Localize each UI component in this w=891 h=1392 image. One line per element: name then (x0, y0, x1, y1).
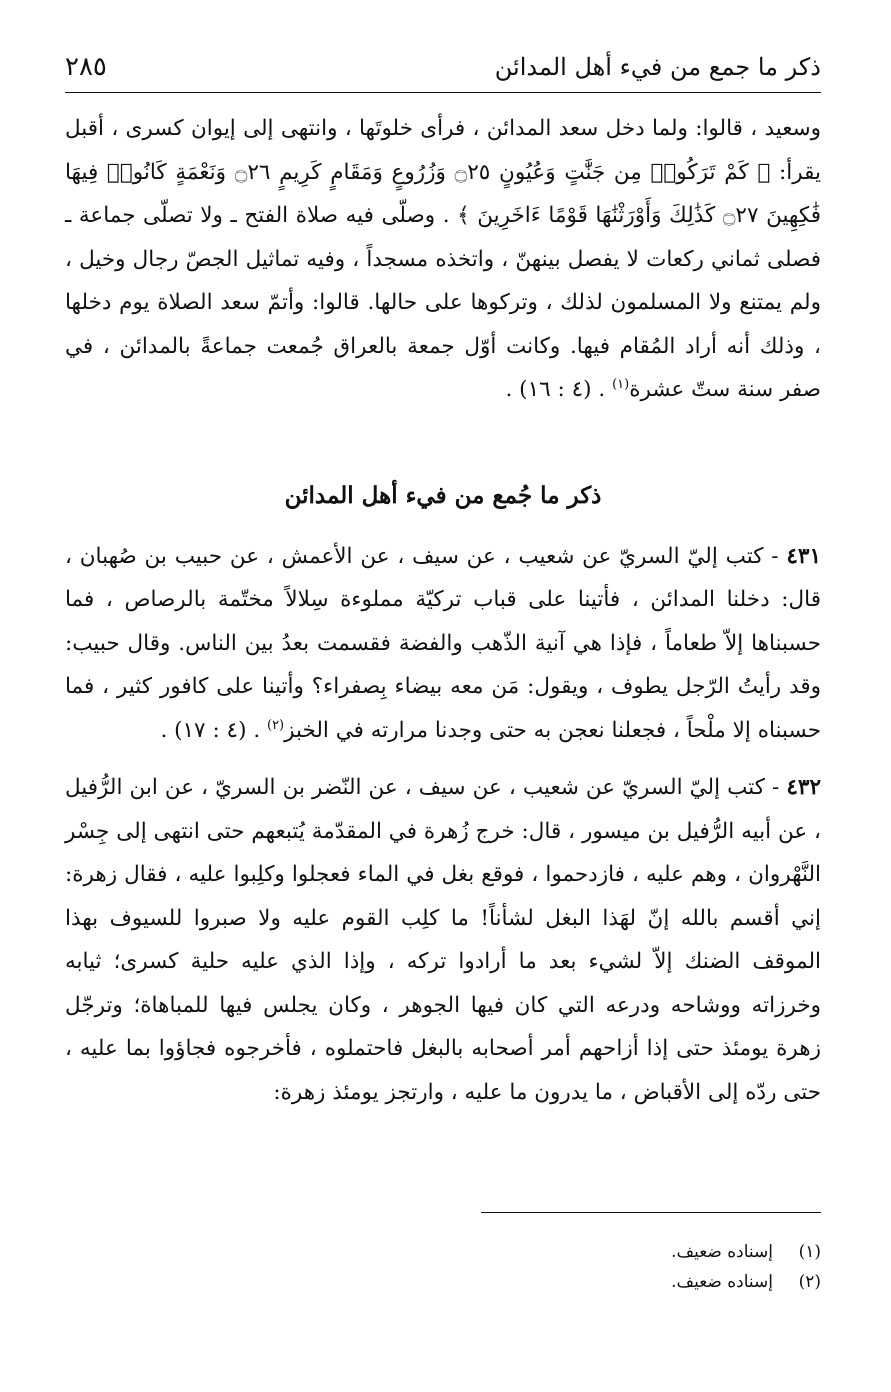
footnotes-section (481, 1212, 821, 1297)
section-heading: ذكر ما جُمع من فيء أهل المدائن (284, 481, 602, 509)
narration-number-432: ٤٣٢ (786, 775, 821, 800)
intro-paragraph (65, 107, 821, 412)
footnote-number: (١) (798, 1242, 821, 1262)
footnote-1 (481, 1237, 821, 1267)
narration-432 (65, 766, 821, 1114)
running-header (65, 52, 821, 93)
footnote-text: إسناده ضعيف. (671, 1242, 773, 1262)
page-number: ٢٨٥ (65, 52, 107, 82)
footnote-ref-1[interactable]: (١) (612, 376, 630, 392)
footnote-text: إسناده ضعيف. (671, 1272, 773, 1292)
footnote-2 (481, 1267, 821, 1297)
footnote-number: (٢) (798, 1272, 821, 1292)
intro-citation: . (٤ : ١٦) . (505, 377, 613, 402)
narration-text-431: - كتب إليّ السريّ عن شعيب ، عن سيف ، عن الأعمش ، عن حبيب بن صُهبان ، قال: دخلنا المدائن ، فأتينا على قباب تركيّة مملوءة سِلالاً مختّمة بالرصاص ، فما حسبناها إلاّ طعاماً ، فإذا هي آنية الذّهب والفضة فقسمت بعدُ بين الناس. وقال حبيب: وقد رأيتُ الرّجل يطوف ، ويقول: مَن معه بيضاء بِصفراء؟ وأتينا على كافور كثير ، فما حسبناه إلا ملْحاً ، فجعلنا نعجن به حتى وجدنا مرارته في الخبز (65, 543, 821, 743)
narration-431 (65, 535, 821, 753)
intro-text: وسعيد ، قالوا: ولما دخل سعد المدائن ، فرأى خلوتَها ، وانتهى إلى إيوان كسرى ، أقبل يقرأ: ﴿ كَمْ تَرَكُوا۟ مِن جَنَّٰتٍ وَعُيُونٍ ۝٢٥ وَزُرُوعٍ وَمَقَامٍ كَرِيمٍ ۝٢٦ وَنَعْمَةٍ كَانُوا۟ فِيهَا فَٰكِهِينَ ۝٢٧ كَذَٰلِكَ وَأَوْرَثْنَٰهَا قَوْمًا ءَاخَرِينَ ﴾ . وصلّى فيه صلاة الفتح ـ ولا تصلّى جماعة ـ فصلى ثماني ركعات لا يفصل بينهنّ ، واتخذه مسجداً ، وفيه تماثيل الجصّ رجال وخيل ، ولم يمتنع ولا المسلمون لذلك ، وتركوها على حالها. قالوا: وأتمّ سعد الصلاة يوم دخلها ، وذلك أنه أراد المُقام فيها. وكانت أوّل جمعة بالعراق جُمعت جماعةً بالمدائن ، في صفر سنة ستّ عشرة (65, 116, 821, 402)
narration-text-432: - كتب إليّ السريّ عن شعيب ، عن سيف ، عن النّضر بن السريّ ، عن ابن الرُّفيل ، عن أبيه الرُّفيل بن ميسور ، قال: خرج زُهرة في المقدّمة يُتبعهم حتى انتهى إلى جِسْر النَّهْروان ، وهم عليه ، فازدحموا ، فوقع بغل في الماء فعجلوا وكلِبوا عليه ، فقال زهرة: إني أقسم بالله إنّ لهَذا البغل لشأناً! ما كلِب القوم عليه ولا صبروا للسيوف بهذا الموقف الضنك إلاّ لشيء بعد ما أرادوا تركه ، وإذا الذي عليه حلية كسرى؛ ثيابه وخرزاته ووشاحه ودرعه التي كان فيها الجوهر ، وكان يجلس فيها للمباهاة؛ وترجّل زهرة يومئذ حتى إذا أزاحهم أمر أصحابه بالبغل فاحتملوه ، فأخرجوه فجاؤوا بما عليه ، حتى ردّه إلى الأقباض ، ما يدرون ما عليه ، وارتجز يومئذ زهرة: (65, 775, 821, 1105)
narration-citation-431: . (٤ : ١٧) . (160, 717, 267, 743)
footnote-ref-2[interactable]: (٢) (266, 717, 285, 733)
header-title: ذكر ما جمع من فيء أهل المدائن (494, 53, 821, 81)
narration-number-431: ٤٣١ (786, 543, 821, 569)
